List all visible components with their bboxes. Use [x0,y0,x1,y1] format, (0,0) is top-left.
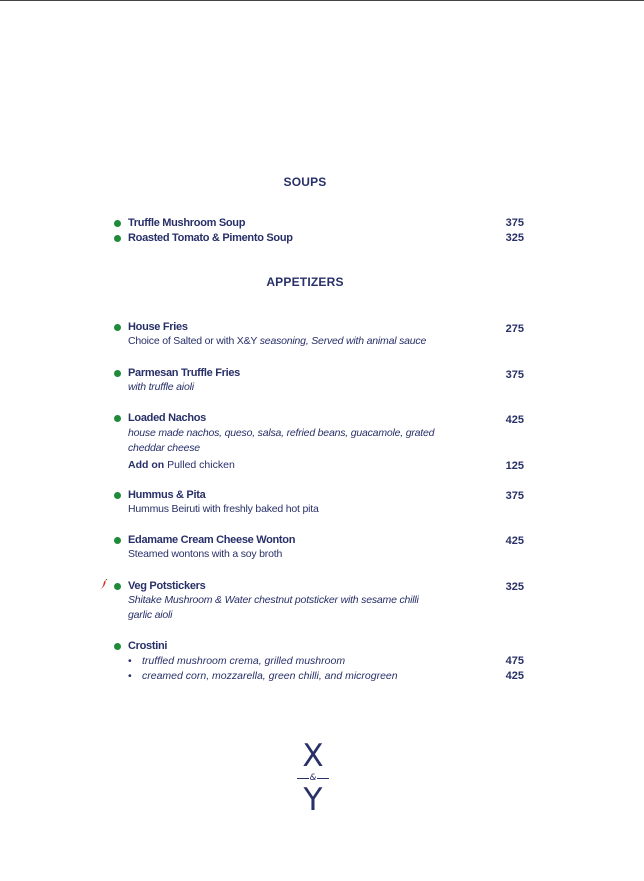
item-price: 275 [505,323,524,335]
veg-dot-icon [114,537,121,544]
item-name: Roasted Tomato & Pimento Soup [128,232,293,244]
item-price: 375 [505,369,524,381]
item-name: Truffle Mushroom Soup [128,217,246,229]
logo-ampersand-row [291,771,335,785]
item-name: Loaded Nachos [128,412,207,424]
logo-rule-right [317,778,329,779]
item-description: Hummus Beiruti with freshly baked hot pita [128,503,319,515]
item-name: Hummus & Pita [128,489,206,501]
option-text: creamed corn, mozzarella, green chilli, and microgreen [142,670,398,682]
logo-ampersand: & [309,773,317,783]
item-name: Edamame Cream Cheese Wonton [128,534,296,546]
item-price: 325 [505,232,524,244]
xy-logo [291,738,335,821]
addon-text: Pulled chicken [167,459,235,471]
description-italic: seasoning, Served with animal sauce [259,335,427,347]
item-name: Crostini [128,640,168,652]
option-price: 425 [505,670,524,682]
item-description [128,334,433,349]
item-price: 375 [505,490,524,502]
veg-dot-icon [114,370,121,377]
veg-dot-icon [114,235,121,242]
bullet-icon: • [128,670,132,682]
section-title-appetizers: APPETIZERS [266,275,344,289]
logo-x: X [302,738,324,774]
veg-dot-icon [114,492,121,499]
section-title-soups: SOUPS [283,175,327,189]
addon-price: 125 [505,460,524,472]
veg-dot-icon [114,643,121,650]
logo-rule-left [297,778,309,779]
veg-dot-icon [114,583,121,590]
description-plain: Choice of Salted or with X&Y [128,335,260,347]
item-description: Shitake Mushroom & Water chestnut potsticker with sesame chilli garlic aioli [128,594,419,621]
item-price: 425 [505,535,524,547]
option-price: 475 [505,655,524,667]
item-description: house made nachos, queso, salsa, refried beans, guacamole, grated cheddar cheese [128,427,435,454]
item-price: 375 [505,217,524,229]
option-text: truffled mushroom crema, grilled mushroom [142,655,346,667]
addon-label: Add on [128,459,165,471]
veg-dot-icon [114,415,121,422]
addon-line [128,458,235,472]
crostini-option [128,654,345,668]
item-price: 325 [505,581,524,593]
veg-dot-icon [114,220,121,227]
bullet-icon: • [128,655,132,667]
veg-dot-icon [114,324,121,331]
item-name: Veg Potstickers [128,580,206,592]
crostini-option [128,669,398,683]
item-name: Parmesan Truffle Fries [128,367,241,379]
item-price: 425 [505,414,524,426]
item-description: Steamed wontons with a soy broth [128,548,283,560]
item-name: House Fries [128,321,188,333]
item-description: with truffle aioli [128,381,194,393]
chili-pepper-icon [98,579,108,594]
logo-y: Y [303,782,323,818]
